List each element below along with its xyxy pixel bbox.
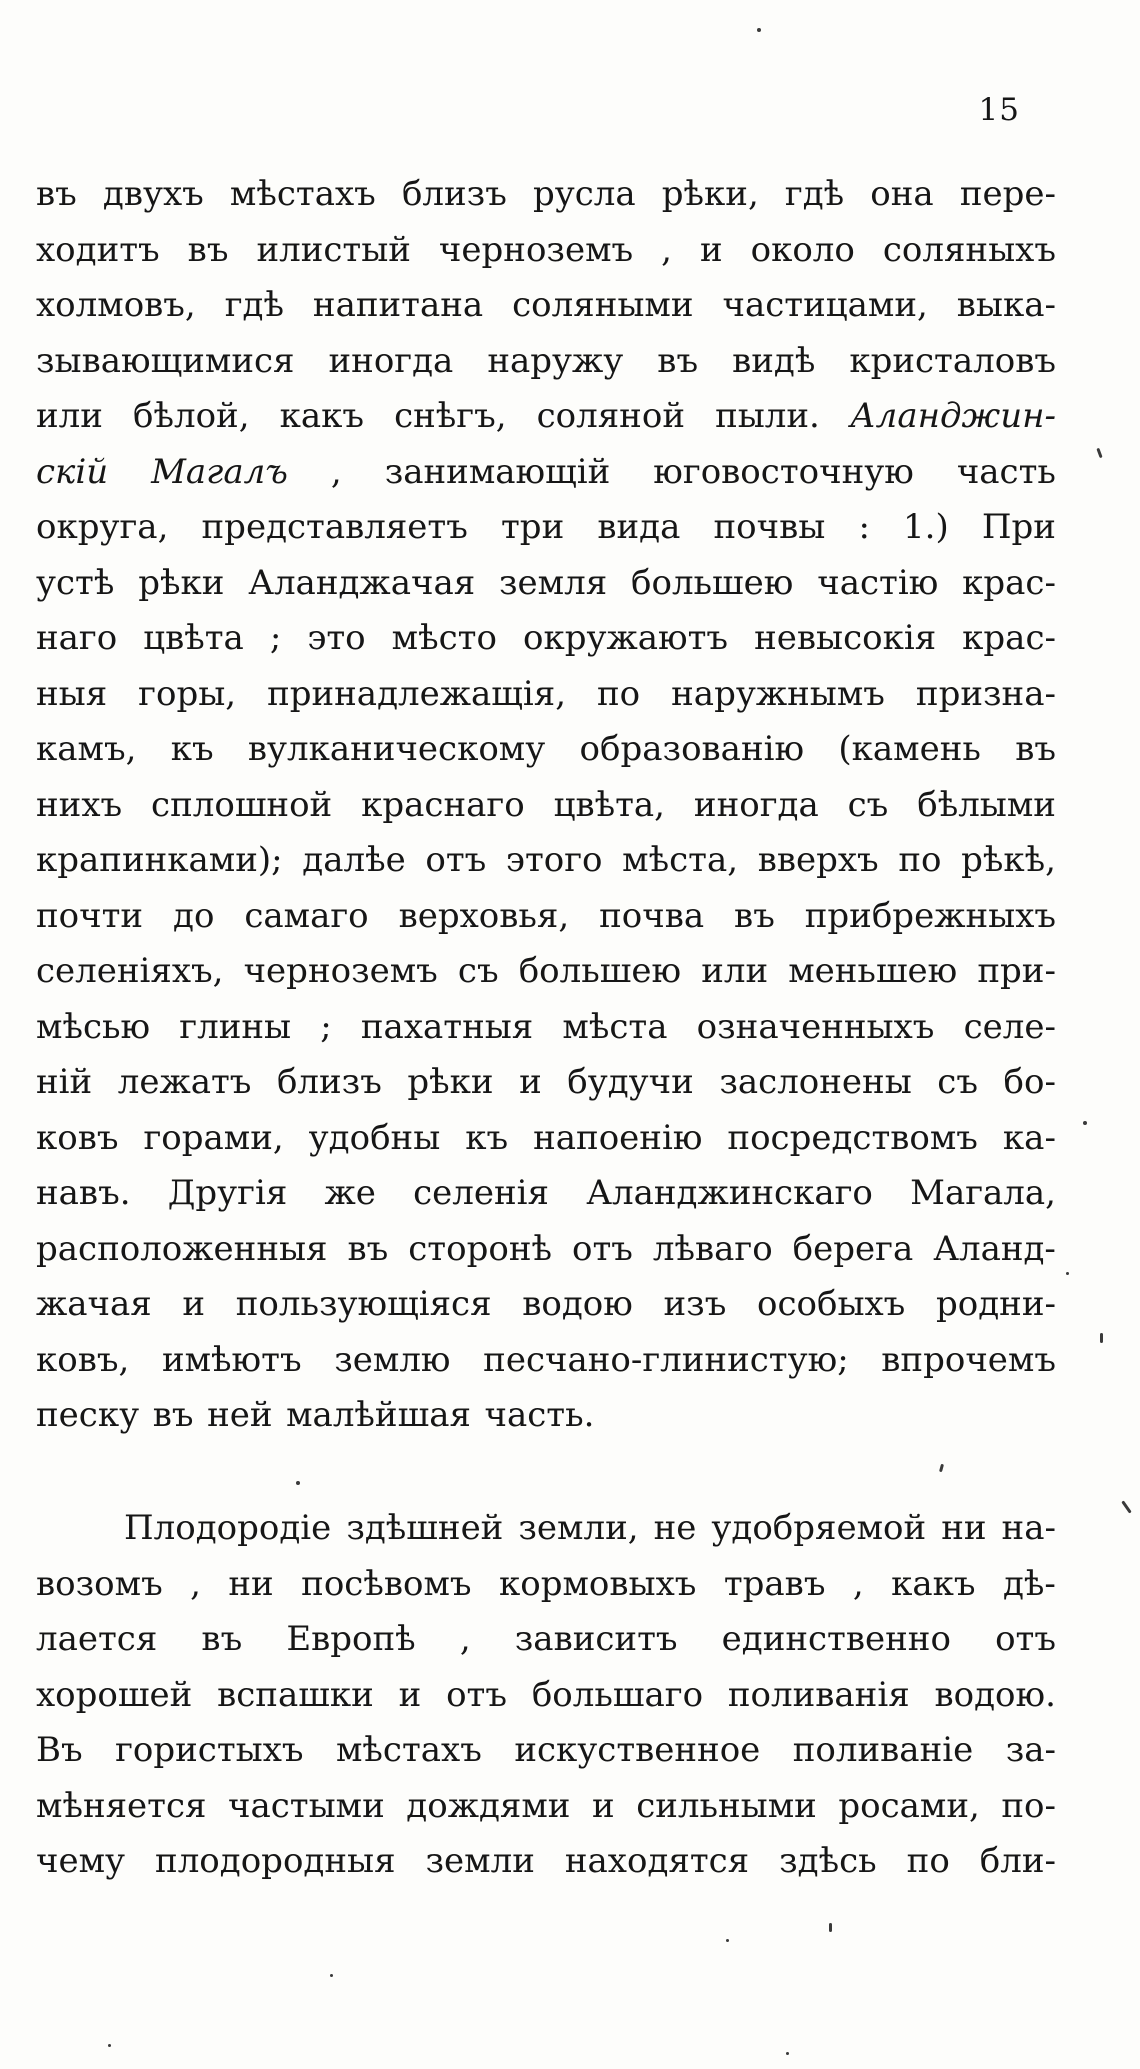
word: наружу bbox=[487, 340, 624, 381]
word: особыхъ bbox=[757, 1284, 906, 1324]
word: , bbox=[190, 1563, 201, 1604]
word: до bbox=[173, 895, 215, 936]
word: близъ bbox=[276, 1062, 382, 1102]
text-line bbox=[36, 223, 1056, 279]
word: частію bbox=[817, 562, 939, 603]
word: имѣютъ bbox=[161, 1339, 302, 1380]
word: малѣйшая bbox=[286, 1395, 471, 1435]
word: пахатныя bbox=[360, 1006, 534, 1047]
word: единственно bbox=[721, 1619, 951, 1659]
word: зывающимися bbox=[36, 340, 295, 381]
word: вверхъ bbox=[757, 840, 879, 880]
word: будучи bbox=[567, 1062, 694, 1102]
word: поливаніе bbox=[792, 1730, 974, 1770]
word: Аланджачая bbox=[248, 562, 476, 603]
word: илистый bbox=[256, 229, 411, 270]
word: вулканическому bbox=[247, 729, 546, 769]
word: ней bbox=[207, 1395, 273, 1435]
word: селенія bbox=[413, 1173, 550, 1213]
word: сплошной bbox=[151, 784, 333, 825]
print-speck bbox=[1096, 448, 1102, 458]
word: Аланд- bbox=[933, 1228, 1056, 1269]
print-speck bbox=[1121, 1500, 1131, 1513]
word: по bbox=[597, 673, 641, 714]
text-line bbox=[36, 611, 1056, 667]
text-line bbox=[36, 1388, 1056, 1444]
word: крас- bbox=[962, 562, 1056, 603]
word: водою. bbox=[934, 1674, 1056, 1715]
text-line bbox=[36, 778, 1056, 834]
word: около bbox=[750, 229, 855, 270]
print-speck bbox=[296, 1481, 300, 1485]
word: гдѣ bbox=[224, 285, 284, 325]
word: горами, bbox=[143, 1117, 284, 1158]
word: берега bbox=[792, 1228, 914, 1269]
word: почва bbox=[599, 895, 705, 936]
word: крапинками); bbox=[36, 840, 283, 880]
word: въ bbox=[187, 229, 229, 270]
word: рѣки bbox=[138, 562, 225, 603]
word: здѣшней bbox=[346, 1508, 504, 1548]
word: соляныхъ bbox=[882, 229, 1056, 270]
word: иногда bbox=[693, 784, 819, 825]
word: зависитъ bbox=[514, 1619, 678, 1659]
word: не bbox=[653, 1508, 697, 1548]
word: меньшею bbox=[788, 951, 958, 991]
text-line bbox=[36, 445, 1056, 501]
word: наго bbox=[36, 618, 118, 658]
word: , bbox=[330, 451, 342, 492]
word: частыми bbox=[228, 1785, 385, 1826]
word: родни- bbox=[935, 1284, 1056, 1324]
word: Аланджин- bbox=[849, 396, 1056, 436]
word: почвы bbox=[713, 507, 826, 547]
word: росами, bbox=[838, 1785, 980, 1826]
word: лѣваго bbox=[652, 1228, 773, 1269]
word: часть bbox=[956, 451, 1056, 492]
word: водою bbox=[522, 1284, 633, 1324]
word: въ bbox=[1015, 729, 1056, 769]
word: это bbox=[307, 618, 366, 658]
word: или bbox=[701, 951, 769, 991]
word: прибрежныхъ bbox=[804, 895, 1056, 936]
word: этого bbox=[505, 840, 603, 880]
text-line bbox=[36, 500, 1056, 556]
word: означенныхъ bbox=[696, 1006, 935, 1047]
word: русла bbox=[532, 174, 636, 214]
word: три bbox=[501, 507, 565, 547]
word: окружаютъ bbox=[522, 618, 729, 658]
word: и bbox=[398, 1674, 422, 1715]
word: иногда bbox=[328, 340, 454, 381]
word: песку bbox=[36, 1395, 140, 1435]
word: нихъ bbox=[36, 784, 123, 825]
text-line bbox=[36, 889, 1056, 945]
word: селе- bbox=[963, 1006, 1056, 1047]
word: большаго bbox=[531, 1674, 704, 1715]
text-line bbox=[36, 1723, 1056, 1779]
word: наружнымъ bbox=[671, 673, 885, 714]
word: къ bbox=[170, 729, 214, 769]
word: рѣки, bbox=[661, 174, 759, 214]
word: мѣстахъ bbox=[335, 1730, 482, 1770]
word: съ bbox=[937, 1062, 978, 1102]
word: бѣлыми bbox=[917, 784, 1056, 825]
word: черноземъ bbox=[243, 951, 438, 991]
word: отъ bbox=[571, 1228, 633, 1269]
text-line bbox=[36, 1166, 1056, 1222]
text-line bbox=[36, 389, 1056, 445]
word: плодородныя bbox=[155, 1841, 396, 1881]
word: двухъ bbox=[102, 174, 204, 214]
word: по bbox=[898, 840, 942, 880]
word: пользующіяся bbox=[235, 1284, 492, 1324]
word: ходитъ bbox=[36, 229, 160, 270]
text-line bbox=[36, 722, 1056, 778]
word: хорошей bbox=[36, 1674, 193, 1715]
word: горы, bbox=[138, 673, 237, 714]
text-line bbox=[36, 1557, 1056, 1613]
text-line bbox=[36, 278, 1056, 334]
word: же bbox=[324, 1173, 376, 1213]
word: видѣ bbox=[732, 340, 816, 381]
word: ни bbox=[228, 1563, 274, 1604]
word: ковъ bbox=[36, 1117, 119, 1158]
text-line bbox=[36, 1277, 1056, 1333]
word: удобны bbox=[308, 1117, 441, 1158]
word: черноземъ bbox=[438, 229, 634, 270]
word: гдѣ bbox=[784, 174, 845, 214]
word: заслонены bbox=[719, 1062, 912, 1102]
print-speck bbox=[330, 1974, 333, 1977]
print-speck bbox=[1083, 1121, 1087, 1125]
word: часть. bbox=[484, 1395, 595, 1435]
text-line bbox=[36, 944, 1056, 1000]
word: находятся bbox=[564, 1841, 750, 1881]
word: самаго bbox=[244, 895, 369, 936]
word: ка- bbox=[1002, 1117, 1056, 1158]
word: вспашки bbox=[217, 1674, 374, 1715]
word: пыли. bbox=[715, 396, 820, 436]
word: дѣ- bbox=[1002, 1563, 1056, 1604]
word: въ bbox=[347, 1228, 389, 1269]
word: большею bbox=[631, 562, 794, 603]
paragraph-1 bbox=[36, 167, 1056, 1444]
text-line bbox=[36, 1111, 1056, 1167]
word: (камень bbox=[838, 729, 981, 769]
word: ; bbox=[269, 618, 282, 658]
word: при- bbox=[977, 951, 1056, 991]
text-line bbox=[36, 334, 1056, 390]
word: мѣста, bbox=[622, 840, 739, 880]
print-speck bbox=[757, 28, 761, 32]
text-line bbox=[36, 1834, 1056, 1890]
word: въ bbox=[201, 1619, 243, 1659]
word: выка- bbox=[956, 285, 1056, 325]
word: земли, bbox=[518, 1508, 639, 1548]
word: бо- bbox=[1003, 1062, 1056, 1102]
word: въ bbox=[734, 895, 775, 936]
word: сильными bbox=[636, 1785, 817, 1826]
word: и bbox=[182, 1284, 206, 1324]
print-speck bbox=[108, 2044, 111, 2047]
word: мѣняется bbox=[36, 1785, 207, 1826]
word: далѣе bbox=[302, 840, 406, 880]
print-speck bbox=[726, 1939, 729, 1942]
word: по- bbox=[1001, 1785, 1056, 1826]
word: рѣкѣ, bbox=[961, 840, 1056, 880]
word: травъ bbox=[723, 1563, 826, 1604]
word: какъ bbox=[891, 1563, 976, 1604]
word: Европѣ bbox=[286, 1619, 416, 1659]
word: въ bbox=[657, 340, 699, 381]
text-line bbox=[36, 556, 1056, 612]
word: ковъ, bbox=[36, 1339, 130, 1380]
word: впрочемъ bbox=[881, 1339, 1056, 1380]
word: соляными bbox=[512, 285, 694, 325]
word: кристаловъ bbox=[849, 340, 1056, 381]
print-speck bbox=[786, 2052, 789, 2055]
word: ній bbox=[36, 1062, 93, 1102]
word: большею bbox=[518, 951, 682, 991]
word: напоенію bbox=[533, 1117, 703, 1158]
word: цвѣта bbox=[143, 618, 244, 658]
word: къ bbox=[465, 1117, 509, 1158]
text-line bbox=[36, 1333, 1056, 1389]
word: образованію bbox=[579, 729, 805, 769]
word: за- bbox=[1005, 1730, 1056, 1770]
word: чему bbox=[36, 1841, 126, 1881]
print-speck bbox=[1100, 1333, 1103, 1343]
word: поливанія bbox=[727, 1674, 910, 1715]
word: ; bbox=[320, 1006, 332, 1047]
word: ни bbox=[941, 1508, 987, 1548]
word: по bbox=[906, 1841, 950, 1881]
word: , bbox=[459, 1619, 471, 1659]
word: отъ bbox=[425, 840, 487, 880]
word: представляетъ bbox=[201, 507, 468, 547]
word: удобряемой bbox=[711, 1508, 927, 1548]
word: посредствомъ bbox=[727, 1117, 978, 1158]
word: 1.) bbox=[903, 507, 949, 547]
text-line bbox=[36, 167, 1056, 223]
word: возомъ bbox=[36, 1563, 163, 1604]
word: Въ bbox=[36, 1730, 83, 1770]
word: землю bbox=[334, 1339, 451, 1380]
word: скій bbox=[36, 451, 109, 492]
word: посѣвомъ bbox=[301, 1563, 472, 1604]
word: цвѣта, bbox=[553, 784, 665, 825]
text-line bbox=[36, 1779, 1056, 1835]
word: и bbox=[519, 1062, 542, 1102]
print-speck bbox=[1066, 1272, 1069, 1275]
word: въ bbox=[36, 174, 77, 214]
print-speck bbox=[939, 1464, 944, 1473]
word: сторонѣ bbox=[408, 1228, 552, 1269]
word: съ bbox=[847, 784, 889, 825]
word: : bbox=[858, 507, 870, 547]
word: верховья, bbox=[398, 895, 570, 936]
word: камъ, bbox=[36, 729, 137, 769]
word: она bbox=[870, 174, 934, 214]
word: Магалъ bbox=[151, 451, 288, 492]
word: гористыхъ bbox=[115, 1730, 304, 1770]
word: юговосточную bbox=[653, 451, 914, 492]
word: мѣсью bbox=[36, 1006, 151, 1047]
text-line bbox=[36, 667, 1056, 723]
word: лается bbox=[36, 1619, 158, 1659]
page-number: 15 bbox=[978, 92, 1020, 128]
word: мѣсто bbox=[391, 618, 497, 658]
word: близъ bbox=[401, 174, 507, 214]
word: мѣста bbox=[562, 1006, 668, 1047]
word: на- bbox=[1001, 1508, 1056, 1548]
word: изъ bbox=[663, 1284, 727, 1324]
word: въ bbox=[152, 1395, 194, 1435]
word: принадлежащія, bbox=[267, 673, 567, 714]
word: снѣгъ, bbox=[394, 396, 507, 436]
word: пере- bbox=[959, 174, 1056, 214]
word: Аланджинскаго bbox=[586, 1173, 873, 1213]
word: холмовъ, bbox=[36, 285, 196, 325]
text-line bbox=[36, 1501, 1056, 1557]
word: навъ. bbox=[36, 1173, 131, 1213]
word: селеніяхъ, bbox=[36, 951, 224, 991]
word: съ bbox=[457, 951, 499, 991]
word: или bbox=[36, 396, 103, 436]
word: кормовыхъ bbox=[498, 1563, 697, 1604]
word: крас- bbox=[962, 618, 1056, 658]
word: бѣлой, bbox=[133, 396, 250, 436]
text-line bbox=[36, 1222, 1056, 1278]
word: песчано-глинистую; bbox=[483, 1339, 849, 1380]
word: лежатъ bbox=[117, 1062, 252, 1102]
word: бли- bbox=[979, 1841, 1056, 1881]
word: соляной bbox=[536, 396, 685, 436]
word: При bbox=[981, 507, 1056, 547]
word: Магала, bbox=[910, 1173, 1056, 1213]
word: отъ bbox=[446, 1674, 507, 1715]
word: отъ bbox=[995, 1619, 1056, 1659]
word: , bbox=[852, 1563, 864, 1604]
word: глины bbox=[179, 1006, 292, 1047]
word: устѣ bbox=[36, 562, 115, 603]
word: земли bbox=[425, 1841, 535, 1881]
word: расположенныя bbox=[36, 1228, 328, 1269]
word: искуственное bbox=[514, 1730, 761, 1770]
print-speck bbox=[829, 1923, 832, 1932]
word: вида bbox=[597, 507, 681, 547]
word: округа, bbox=[36, 507, 169, 547]
word: и bbox=[699, 229, 723, 270]
word: призна- bbox=[915, 673, 1056, 714]
word: Другія bbox=[167, 1173, 288, 1213]
word: мѣстахъ bbox=[229, 174, 376, 214]
text-line bbox=[36, 1668, 1056, 1724]
word: жачая bbox=[36, 1284, 152, 1324]
text-line bbox=[36, 1612, 1056, 1668]
word: напитана bbox=[312, 285, 484, 325]
word: краснаго bbox=[361, 784, 525, 825]
word: какъ bbox=[279, 396, 364, 436]
word: земля bbox=[499, 562, 608, 603]
word: занимающій bbox=[384, 451, 611, 492]
word: ныя bbox=[36, 673, 108, 714]
word: частицами, bbox=[722, 285, 928, 325]
word: почти bbox=[36, 895, 144, 936]
word: рѣки bbox=[407, 1062, 494, 1102]
text-line bbox=[36, 833, 1056, 889]
word: здѣсь bbox=[779, 1841, 877, 1881]
word: невысокія bbox=[754, 618, 937, 658]
word: Плодородіе bbox=[124, 1508, 332, 1548]
word: дождями bbox=[406, 1785, 571, 1826]
paragraph-2 bbox=[36, 1501, 1056, 1890]
text-line bbox=[36, 1000, 1056, 1056]
word: , bbox=[661, 229, 672, 270]
word: и bbox=[592, 1785, 615, 1826]
text-line bbox=[36, 1055, 1056, 1111]
